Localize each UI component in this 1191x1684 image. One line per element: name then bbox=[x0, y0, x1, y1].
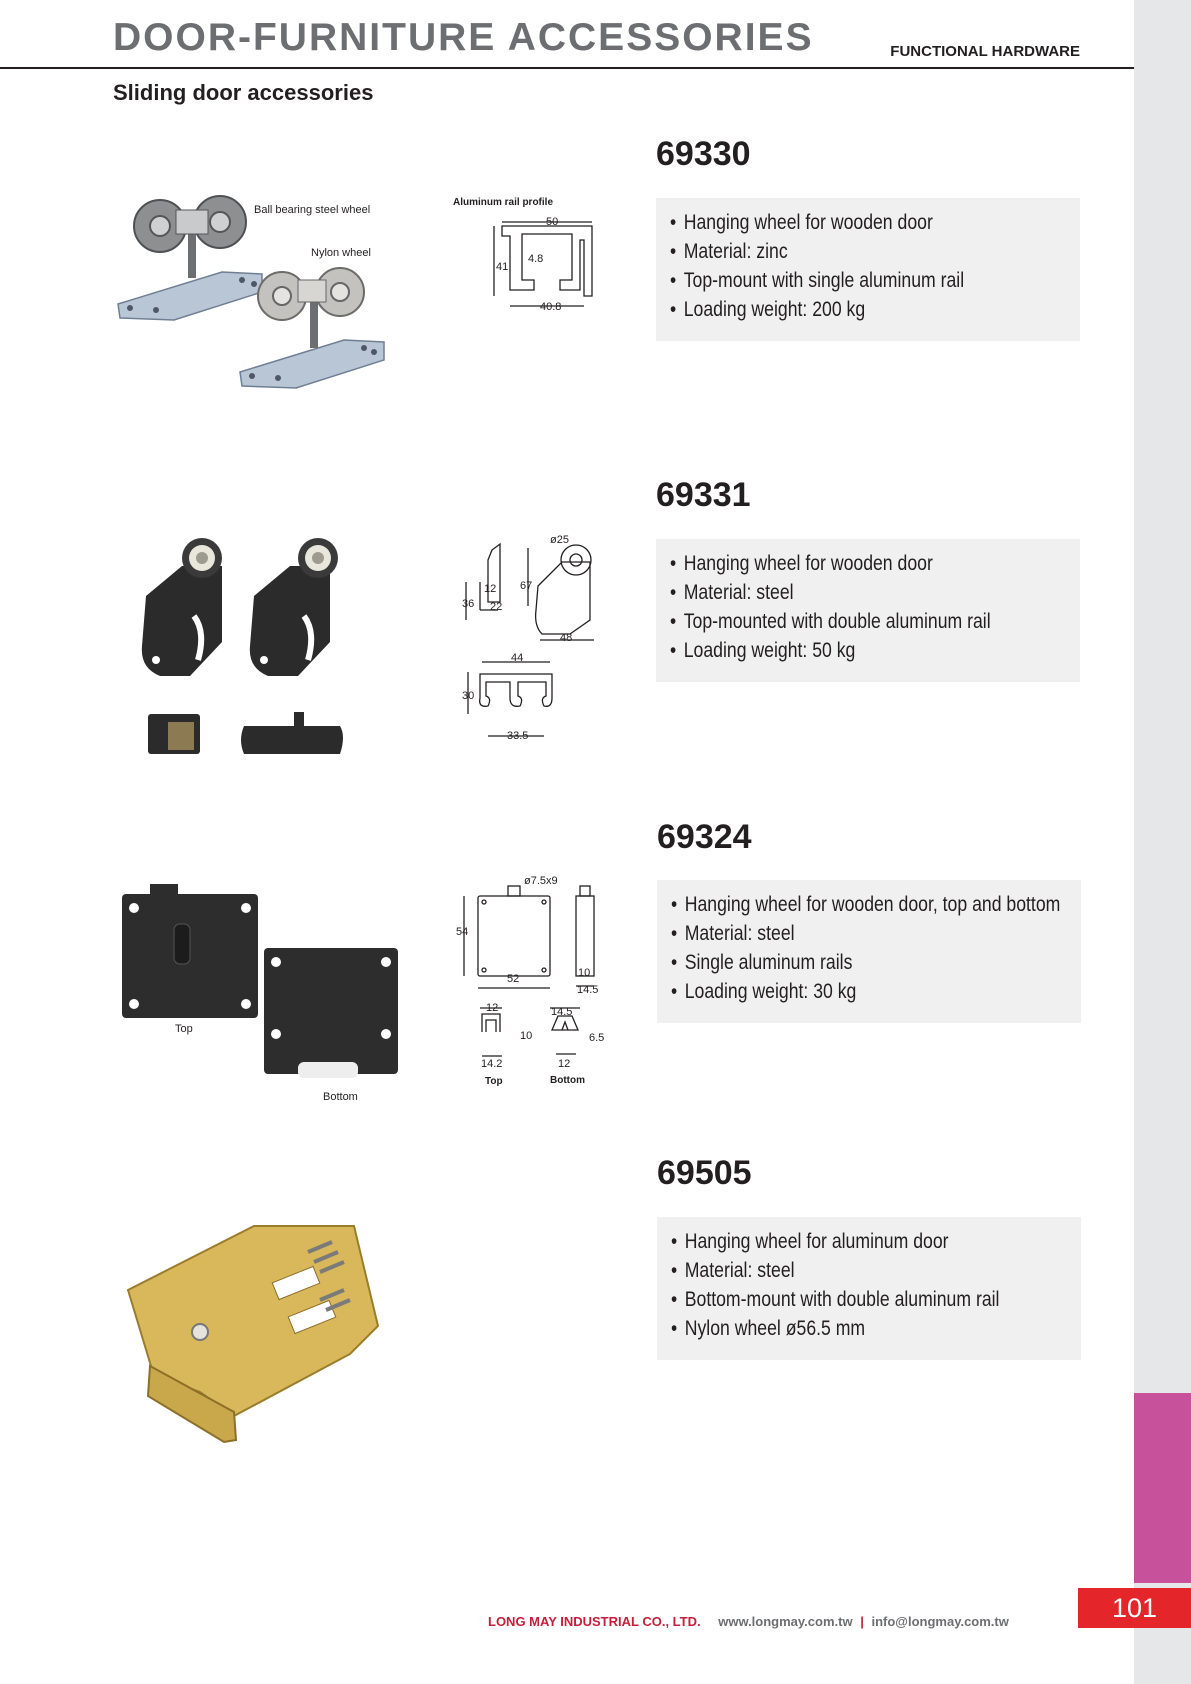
spec-item: • Top-mounted with double aluminum rail bbox=[670, 607, 1073, 636]
spec-item: • Bottom-mount with double aluminum rail bbox=[671, 1285, 1074, 1314]
dim-label: 50 bbox=[546, 216, 559, 228]
dim-label: 14.2 bbox=[481, 1058, 503, 1070]
product-code: 69324 bbox=[657, 818, 752, 856]
dim-label: 12 bbox=[558, 1058, 571, 1070]
dim-label: 67 bbox=[520, 580, 533, 592]
product-code: 69330 bbox=[656, 135, 751, 173]
spec-item: • Top-mount with single aluminum rail bbox=[670, 266, 1073, 295]
spec-box bbox=[656, 198, 1080, 341]
dim-label: 44 bbox=[511, 652, 524, 664]
section-title: Sliding door accessories bbox=[113, 80, 374, 105]
dim-label: 10 bbox=[578, 967, 591, 979]
page-category: FUNCTIONAL HARDWARE bbox=[890, 43, 1080, 60]
footer-website[interactable]: www.longmay.com.tw bbox=[718, 1614, 853, 1629]
spec-box bbox=[657, 880, 1081, 1023]
footer bbox=[488, 1614, 1009, 1629]
wheel-photo bbox=[134, 536, 374, 762]
spec-item: • Loading weight: 200 kg bbox=[670, 295, 1073, 324]
page-title: DOOR-FURNITURE ACCESSORIES bbox=[113, 16, 814, 59]
product-code: 69331 bbox=[656, 476, 751, 514]
spec-item: • Material: zinc bbox=[670, 237, 1073, 266]
page-number: 101 bbox=[1078, 1588, 1191, 1628]
spec-item: • Material: steel bbox=[671, 919, 1074, 948]
dim-label: 14.5 bbox=[551, 1006, 573, 1018]
spec-item: • Loading weight: 30 kg bbox=[671, 977, 1074, 1006]
chapter-tab bbox=[1134, 1393, 1191, 1583]
dim-label: 52 bbox=[507, 973, 520, 985]
caption-top: Top bbox=[175, 1023, 193, 1035]
drawing-label-bottom: Bottom bbox=[550, 1075, 585, 1086]
dim-label: 22 bbox=[490, 601, 503, 613]
spec-box bbox=[657, 1217, 1081, 1360]
caption-ball-bearing: Ball bearing steel wheel bbox=[254, 204, 371, 216]
dim-label: 41 bbox=[496, 261, 509, 273]
dim-label: ø7.5x9 bbox=[524, 875, 558, 887]
spec-item: • Single aluminum rails bbox=[671, 948, 1074, 977]
dim-label: 6.5 bbox=[589, 1032, 605, 1044]
spec-item: • Hanging wheel for wooden door, top and bottom bbox=[671, 890, 1074, 919]
product-code: 69505 bbox=[657, 1154, 752, 1192]
footer-company: LONG MAY INDUSTRIAL CO., LTD. bbox=[488, 1614, 701, 1629]
caption-bottom: Bottom bbox=[323, 1091, 358, 1103]
dim-label: 10 bbox=[520, 1030, 533, 1042]
dim-label: 54 bbox=[456, 926, 469, 938]
spec-item: • Material: steel bbox=[671, 1256, 1074, 1285]
spec-item: • Hanging wheel for aluminum door bbox=[671, 1227, 1074, 1256]
dim-label: 48 bbox=[560, 632, 573, 644]
dim-label: 30 bbox=[462, 690, 475, 702]
footer-email[interactable]: info@longmay.com.tw bbox=[871, 1614, 1009, 1629]
spec-item: • Nylon wheel ø56.5 mm bbox=[671, 1314, 1074, 1343]
dim-label: 40.8 bbox=[540, 301, 562, 313]
dim-label: 12 bbox=[486, 1002, 499, 1014]
dim-label: ø25 bbox=[550, 534, 569, 546]
dim-label: 33.5 bbox=[507, 730, 529, 742]
header-rule bbox=[0, 67, 1134, 69]
wheel-photo bbox=[120, 884, 400, 1078]
spec-item: • Loading weight: 50 kg bbox=[670, 636, 1073, 665]
spec-item: • Hanging wheel for wooden door bbox=[670, 549, 1073, 578]
dim-label: 12 bbox=[484, 583, 497, 595]
footer-separator: | bbox=[860, 1614, 864, 1629]
drawing-label-top: Top bbox=[485, 1076, 503, 1087]
caption-nylon-wheel: Nylon wheel bbox=[311, 247, 371, 259]
wheel-photo bbox=[112, 192, 402, 404]
dim-label: 36 bbox=[462, 598, 475, 610]
wheel-profile-drawing bbox=[458, 540, 598, 746]
caption-rail-profile: Aluminum rail profile bbox=[453, 197, 554, 208]
dim-label: 4.8 bbox=[528, 253, 544, 265]
dim-label: 14.5 bbox=[577, 984, 599, 996]
spec-item: • Hanging wheel for wooden door bbox=[670, 208, 1073, 237]
spec-item: • Material: steel bbox=[670, 578, 1073, 607]
wheel-photo bbox=[124, 1216, 386, 1444]
spec-box bbox=[656, 539, 1080, 682]
